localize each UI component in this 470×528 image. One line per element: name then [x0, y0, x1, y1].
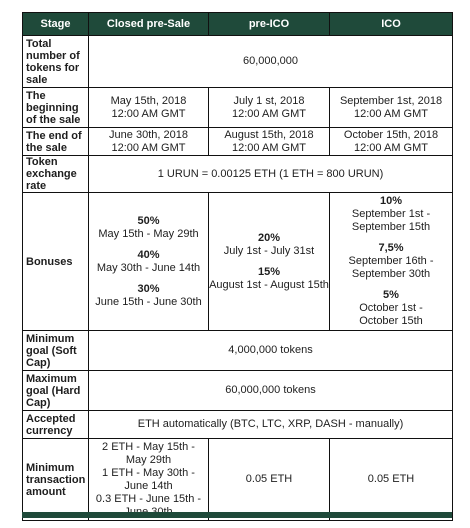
row-end: [23, 128, 453, 156]
bonus-ico-range: September 16th -: [348, 255, 434, 267]
beginning-preico: [209, 88, 330, 128]
bonus-ico-range: October 15th: [359, 315, 423, 327]
value-total-tokens: 60,000,000: [89, 36, 453, 88]
value-currency: ETH automatically (BTC, LTC, XRP, DASH - manually): [89, 411, 453, 439]
beginning-closed-time: 12:00 AM GMT: [111, 107, 186, 120]
label-exchange-rate: Token exchange rate: [23, 156, 89, 193]
bonus-ico-range: October 1st -: [359, 302, 423, 314]
end-preico: [209, 128, 330, 156]
beginning-ico: [330, 88, 453, 128]
bonus-preico-range: August 1st - August 15th: [209, 278, 329, 291]
label-currency: Accepted currency: [23, 411, 89, 439]
min-tx-ico: 0.05 ETH: [330, 439, 453, 521]
bonus-ico-range: September 1st -: [351, 208, 431, 220]
min-tx-preico: 0.05 ETH: [209, 439, 330, 521]
value-min-goal: 4,000,000 tokens: [89, 331, 453, 371]
min-tx-closed-line: June 14th: [124, 479, 173, 492]
end-ico-date: October 15th, 2018: [343, 128, 439, 141]
row-exchange-rate: [23, 156, 453, 193]
bonuses-preico: [209, 193, 330, 331]
label-end: The end of the sale: [23, 128, 89, 156]
label-bonuses: Bonuses: [23, 193, 89, 331]
label-total-tokens: Total number of tokens for sale: [23, 36, 89, 88]
end-ico-time: 12:00 AM GMT: [354, 141, 428, 154]
beginning-preico-time: 12:00 AM GMT: [232, 107, 306, 120]
end-preico-date: August 15th, 2018: [224, 128, 314, 141]
bonus-preico-pct: 15%: [257, 265, 281, 278]
min-tx-closed: [89, 439, 209, 521]
end-closed: [89, 128, 209, 156]
row-total-tokens: [23, 36, 453, 88]
ico-stages-table: [22, 12, 453, 521]
row-bonuses: [23, 193, 453, 331]
bonus-closed-pct: 30%: [137, 282, 160, 295]
header-row: [23, 13, 453, 36]
bonus-ico-pct: 10%: [379, 195, 403, 207]
beginning-closed: [89, 88, 209, 128]
beginning-preico-date: July 1 st, 2018: [233, 94, 305, 107]
end-closed-date: June 30th, 2018: [109, 128, 188, 141]
bonus-ico-range: September 15th: [351, 221, 431, 233]
end-ico: [330, 128, 453, 156]
header-closed-presale: Closed pre-Sale: [89, 13, 209, 36]
bonuses-ico: [330, 193, 453, 331]
bonus-preico-range: July 1st - July 31st: [223, 244, 315, 257]
bonus-closed-pct: 40%: [137, 248, 160, 261]
bonuses-closed: [89, 193, 209, 331]
value-exchange-rate: 1 URUN = 0.00125 ETH (1 ETH = 800 URUN): [89, 156, 453, 193]
label-min-goal: Minimum goal (Soft Cap): [23, 331, 89, 371]
min-tx-closed-line: 2 ETH - May 15th -: [102, 440, 195, 453]
header-stage: Stage: [23, 13, 89, 36]
beginning-ico-date: September 1st, 2018: [339, 94, 443, 107]
row-currency: [23, 411, 453, 439]
row-min-transaction: [23, 439, 453, 521]
row-max-goal: [23, 371, 453, 411]
header-ico: ICO: [330, 13, 453, 36]
bottom-bar: [22, 512, 452, 518]
ico-stages-table-wrapper: [22, 12, 452, 520]
min-tx-closed-line: May 29th: [125, 453, 172, 466]
bonus-closed-range: May 15th - May 29th: [98, 227, 199, 240]
bonus-closed-range: June 15th - June 30th: [95, 295, 202, 308]
label-beginning: The beginning of the sale: [23, 88, 89, 128]
bonus-ico-pct: 5%: [383, 289, 399, 301]
beginning-closed-date: May 15th, 2018: [110, 94, 187, 107]
bonus-ico-range: September 30th: [351, 268, 431, 280]
label-max-goal: Maximum goal (Hard Cap): [23, 371, 89, 411]
min-tx-closed-line: 0.3 ETH - June 15th -: [95, 492, 202, 505]
end-preico-time: 12:00 AM GMT: [232, 141, 306, 154]
beginning-ico-time: 12:00 AM GMT: [354, 107, 428, 120]
end-closed-time: 12:00 AM GMT: [111, 141, 186, 154]
bonus-closed-range: May 30th - June 14th: [96, 261, 201, 274]
bonus-closed-pct: 50%: [137, 214, 160, 227]
label-min-transaction: Minimum transaction amount: [23, 439, 89, 521]
min-tx-closed-line: 1 ETH - May 30th -: [102, 466, 195, 479]
value-max-goal: 60,000,000 tokens: [89, 371, 453, 411]
bonus-ico-pct: 7,5%: [378, 242, 404, 254]
header-pre-ico: pre-ICO: [209, 13, 330, 36]
row-min-goal: [23, 331, 453, 371]
bonus-preico-pct: 20%: [257, 231, 281, 244]
row-beginning: [23, 88, 453, 128]
